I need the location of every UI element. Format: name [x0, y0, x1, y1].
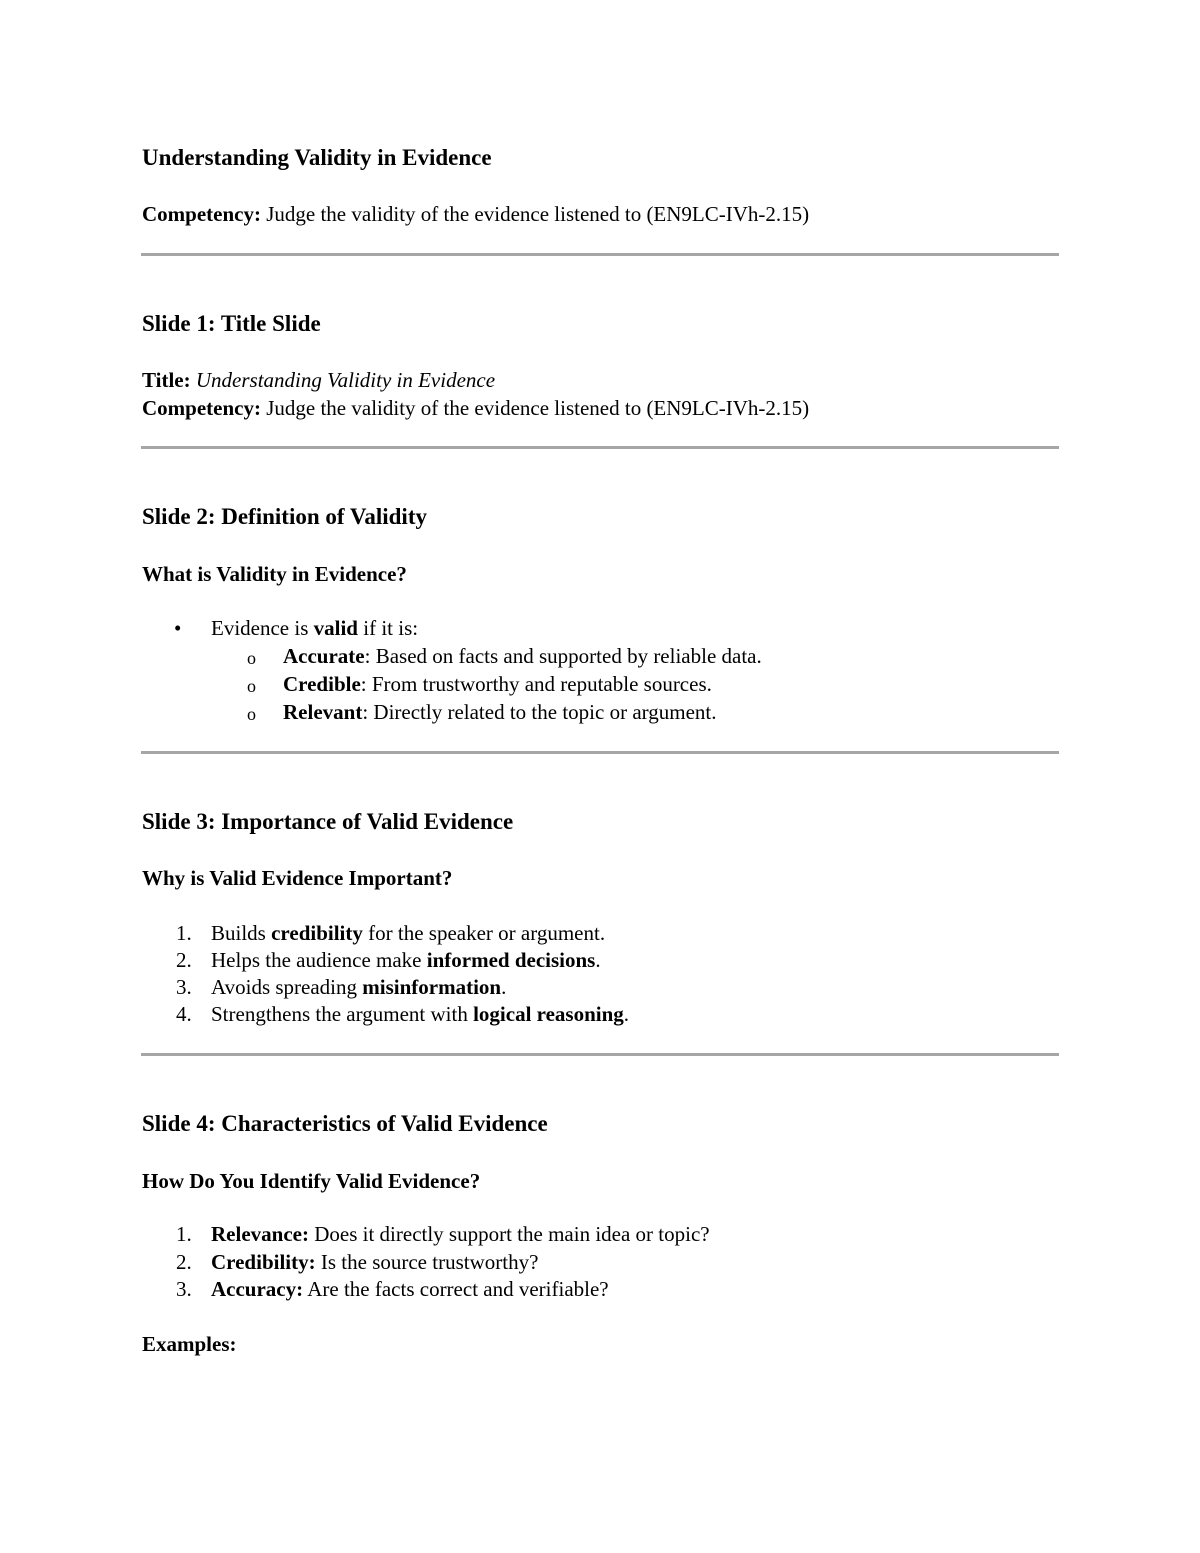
slide2-subheading: What is Validity in Evidence?: [142, 562, 407, 586]
slide2-heading: Slide 2: Definition of Validity: [142, 504, 427, 529]
sub-bullet-icon: o: [247, 676, 256, 696]
sub-bullet-icon: o: [247, 704, 256, 724]
slide3-heading: Slide 3: Importance of Valid Evidence: [142, 809, 514, 834]
slide1-title-value: Understanding Validity in Evidence: [195, 368, 496, 392]
competency-text: Judge the validity of the evidence listened to (EN9LC-IVh-2.15): [260, 202, 810, 226]
slide3-list-item: Builds credibility for the speaker or argument.: [211, 921, 606, 945]
list-number: 2.: [176, 948, 192, 972]
slide1-competency-text: Judge the validity of the evidence listened to (EN9LC-IVh-2.15): [260, 396, 810, 420]
slide4-list-item: Credibility: Is the source trustworthy?: [211, 1250, 539, 1274]
slide1-title-line: [142, 366, 495, 394]
list-number: 4.: [176, 1002, 192, 1026]
slide4-list-item: Relevance: Does it directly support the main idea or topic?: [211, 1222, 710, 1246]
sub-bullet-icon: o: [247, 648, 256, 668]
slide3-list-item: Helps the audience make informed decisions.: [211, 948, 601, 972]
slide1-competency-line: [142, 394, 809, 422]
slide2-subitem: Accurate: Based on facts and supported by reliable data.: [283, 644, 762, 668]
list-number: 1.: [176, 1222, 192, 1246]
examples-label: Examples:: [142, 1332, 237, 1356]
horizontal-rule: [141, 446, 1059, 449]
horizontal-rule: [141, 1053, 1059, 1056]
slide4-list-item: Accuracy: Are the facts correct and verifiable?: [211, 1277, 609, 1301]
horizontal-rule: [141, 253, 1059, 256]
slide1-heading: Slide 1: Title Slide: [142, 311, 321, 336]
slide4-subheading: How Do You Identify Valid Evidence?: [142, 1169, 481, 1193]
horizontal-rule: [141, 751, 1059, 754]
list-number: 3.: [176, 975, 192, 999]
list-number: 2.: [176, 1250, 192, 1274]
document-title: Understanding Validity in Evidence: [142, 145, 492, 170]
list-number: 3.: [176, 1277, 192, 1301]
slide1-title-label: Title:: [142, 368, 191, 392]
list-number: 1.: [176, 921, 192, 945]
document-competency: [142, 200, 809, 228]
competency-label: Competency:: [142, 202, 261, 226]
slide4-heading: Slide 4: Characteristics of Valid Evidence: [142, 1111, 548, 1136]
slide2-bullet: Evidence is valid if it is:: [211, 616, 419, 640]
slide1-competency-label: Competency:: [142, 396, 261, 420]
slide3-list-item: Avoids spreading misinformation.: [211, 975, 507, 999]
slide2-subitem: Credible: From trustworthy and reputable sources.: [283, 672, 712, 696]
slide3-subheading: Why is Valid Evidence Important?: [142, 866, 453, 890]
bullet-icon: •: [174, 616, 182, 640]
slide3-list-item: Strengthens the argument with logical reasoning.: [211, 1002, 630, 1026]
slide2-subitem: Relevant: Directly related to the topic or argument.: [283, 700, 717, 724]
